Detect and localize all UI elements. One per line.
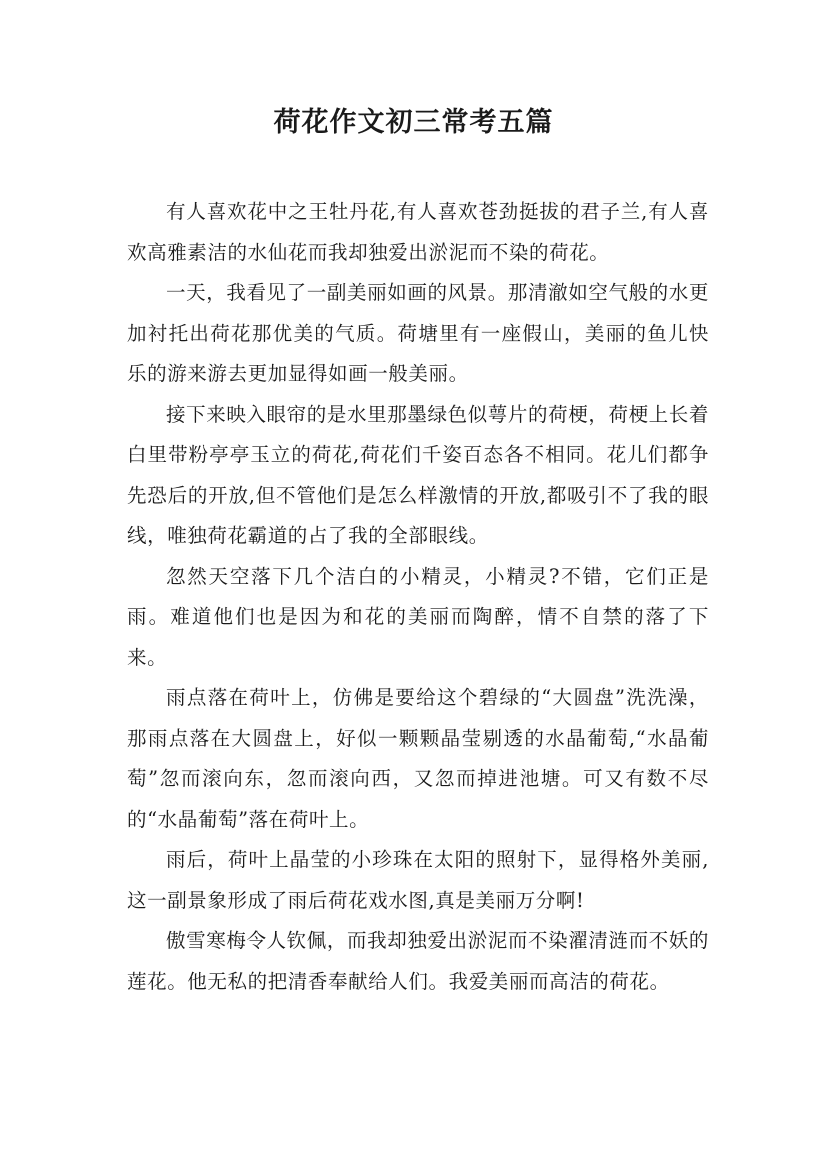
- paragraph-6: 雨后，荷叶上晶莹的小珍珠在太阳的照射下，显得格外美丽,这一副景象形成了雨后荷花戏水图,真是美丽万分啊!: [127, 848, 709, 912]
- paragraph-5: 雨点落在荷叶上，仿佛是要给这个碧绿的“大圆盘”洗洗澡，那雨点落在大圆盘上，好似一颗颗晶莹剔透的水晶葡萄,“水晶葡萄”忽而滚向东，忽而滚向西，又忽而掉进池塘。可又有数不尽的“水晶葡萄”落在荷叶上。: [127, 686, 709, 831]
- paragraph-2: 一天，我看见了一副美丽如画的风景。那清澈如空气般的水更加衬托出荷花那优美的气质。荷塘里有一座假山，美丽的鱼儿快乐的游来游去更加显得如画一般美丽。: [127, 281, 709, 385]
- paragraph-3: 接下来映入眼帘的是水里那墨绿色似萼片的荷梗，荷梗上长着白里带粉亭亭玉立的荷花,荷花们千姿百态各不相同。花儿们都争先恐后的开放,但不管他们是怎么样激情的开放,都吸引不了我的眼线，唯独荷花霸道的占了我的全部眼线。: [127, 402, 709, 547]
- document-body: [127, 192, 709, 1002]
- paragraph-4: 忽然天空落下几个洁白的小精灵，小精灵?不错，它们正是雨。难道他们也是因为和花的美丽而陶醉，情不自禁的落了下来。: [127, 564, 709, 669]
- document-title: 荷花作文初三常考五篇: [273, 107, 554, 138]
- paragraph-1: 有人喜欢花中之王牡丹花,有人喜欢苍劲挺拔的君子兰,有人喜欢高雅素洁的水仙花而我却独爱出淤泥而不染的荷花。: [127, 200, 709, 264]
- paragraph-7: 傲雪寒梅令人钦佩，而我却独爱出淤泥而不染濯清涟而不妖的莲花。他无私的把清香奉献给人们。我爱美丽而高洁的荷花。: [127, 929, 709, 993]
